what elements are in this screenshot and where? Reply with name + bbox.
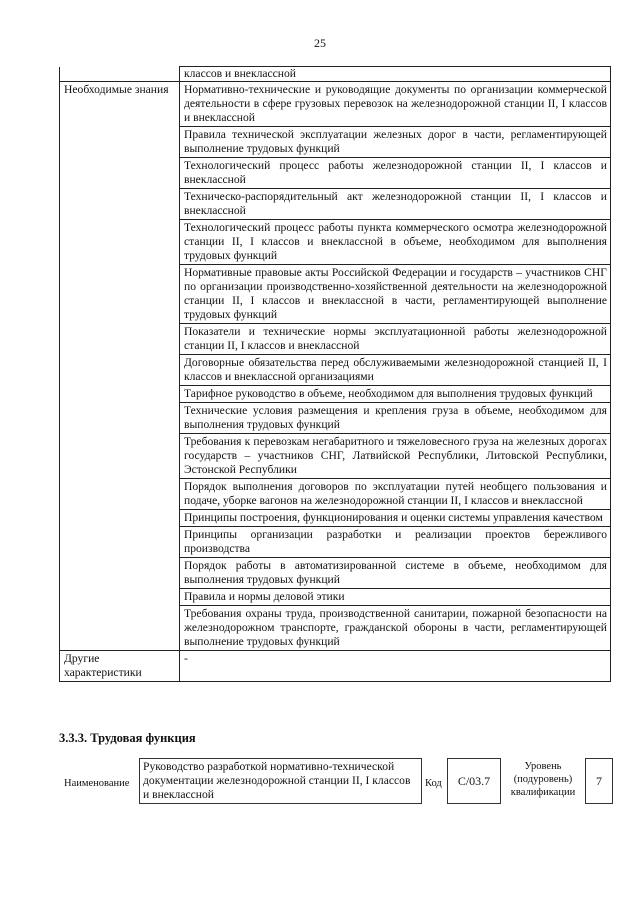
knowledge-row [60,127,611,158]
knowledge-label: Необходимые знания [60,82,180,127]
knowledge-row [60,158,611,189]
knowledge-label-cell [60,189,180,220]
labor-function-name: Руководство разработкой нормативно-технической документации железнодорожной станции II, I классов и внеклассной [139,758,422,804]
continuation-text: классов и внеклассной [180,67,611,82]
knowledge-item: Технические условия размещения и крепления груза в объеме, необходимом для выполнения трудовых функций [180,403,611,434]
knowledge-row [60,558,611,589]
knowledge-row [60,527,611,558]
knowledge-item: Нормативно-технические и руководящие документы по организации коммерческой деятельности в сфере грузовых перевозок на железнодорожной станции II, I классов и внеклассной [180,82,611,127]
continuation-label-cell [60,67,180,82]
knowledge-row [60,510,611,527]
knowledge-label-cell [60,265,180,324]
knowledge-item: Порядок работы в автоматизированной системе в объеме, необходимом для выполнения трудовых функций [180,558,611,589]
knowledge-row [60,386,611,403]
knowledge-label-cell [60,589,180,606]
knowledge-label-cell [60,324,180,355]
knowledge-label-cell [60,158,180,189]
knowledge-label-cell [60,127,180,158]
knowledge-item: Нормативные правовые акты Российской Федерации и государств – участников СНГ по организации производственно-хозяйственной деятельности на железнодорожной станции II, I классов и внеклассной в части, регламентирующей выполнение трудовых функций [180,265,611,324]
labor-function-code: C/03.7 [447,758,501,804]
knowledge-row [60,589,611,606]
page-number: 25 [314,36,326,50]
knowledge-item: Порядок выполнения договоров по эксплуатации путей необщего пользования и подаче, уборке вагонов на железнодорожной станции II, I классов и внеклассной [180,479,611,510]
qualification-level: 7 [585,758,613,804]
knowledge-label-cell [60,606,180,651]
other-characteristics-row [60,651,611,682]
knowledge-item: Показатели и технические нормы эксплуатационной работы железнодорожной станции II, I классов и внеклассной [180,324,611,355]
knowledge-row [60,324,611,355]
knowledge-item: Технологический процесс работы железнодорожной станции II, I классов и внеклассной [180,158,611,189]
knowledge-item: Тарифное руководство в объеме, необходимом для выполнения трудовых функций [180,386,611,403]
continuation-row [60,67,611,82]
knowledge-label-cell [60,434,180,479]
knowledge-label-cell [60,220,180,265]
knowledge-item: Договорные обязательства перед обслуживаемыми железнодорожной станцией II, I классов и внеклассной организациями [180,355,611,386]
knowledge-row [60,355,611,386]
knowledge-table [59,66,611,682]
section-title: 3.3.3. Трудовая функция [59,731,196,745]
code-label: Код [425,778,442,789]
knowledge-item: Технологический процесс работы пункта коммерческого осмотра железнодорожной станции II, I классов и внеклассной в объеме, необходимом для выполнения трудовых функций [180,220,611,265]
knowledge-label-cell [60,527,180,558]
knowledge-row [60,265,611,324]
knowledge-row [60,606,611,651]
knowledge-row [60,220,611,265]
name-label: Наименование [64,778,130,789]
knowledge-label-cell [60,355,180,386]
knowledge-row [60,479,611,510]
knowledge-item: Требования охраны труда, производственной санитарии, пожарной безопасности на железнодорожном транспорте, гражданской обороны в части, регламентирующей выполнение трудовых функций [180,606,611,651]
knowledge-item: Техническо-распорядительный акт железнодорожной станции II, I классов и внеклассной [180,189,611,220]
other-characteristics-label: Другие характеристики [60,651,180,682]
knowledge-item: Принципы организации разработки и реализации проектов бережливого производства [180,527,611,558]
labor-function-header [59,758,611,814]
knowledge-row [60,434,611,479]
knowledge-label-cell [60,386,180,403]
qualification-level-label: Уровень (подуровень) квалификации [510,761,576,798]
other-characteristics-value: - [180,651,611,682]
knowledge-item: Требования к перевозкам негабаритного и тяжеловесного груза на железных дорогах государств – участников СНГ, Латвийской Республики, Литовской Республики, Эстонской Республики [180,434,611,479]
knowledge-item: Правила технической эксплуатации железных дорог в части, регламентирующей выполнение трудовых функций [180,127,611,158]
knowledge-label-cell [60,558,180,589]
knowledge-item: Принципы построения, функционирования и оценки системы управления качеством [180,510,611,527]
knowledge-label-cell [60,479,180,510]
knowledge-item: Правила и нормы деловой этики [180,589,611,606]
knowledge-row [60,82,611,127]
knowledge-row [60,189,611,220]
knowledge-label-cell [60,510,180,527]
knowledge-label-cell [60,403,180,434]
knowledge-row [60,403,611,434]
